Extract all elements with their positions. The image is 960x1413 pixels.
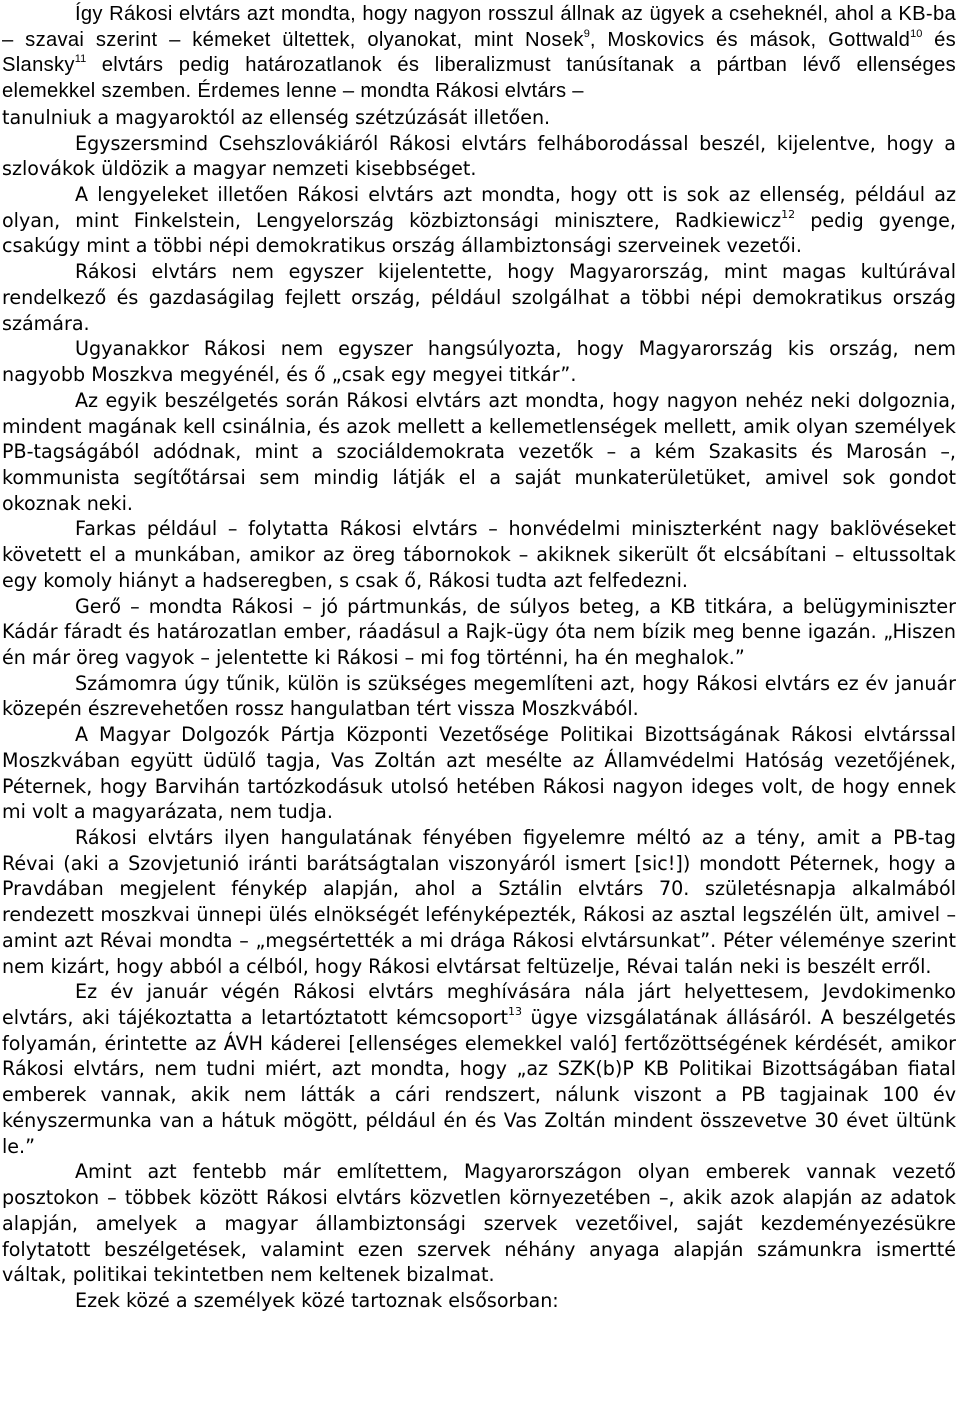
text-run: Gerő – mondta Rákosi – jó pártmunkás, de súlyos beteg, a KB titkára, a belügyminiszter Kádár fáradt és határozatlan ember, ráadásul a Rajk-ügy óta nem bízik meg benne igazán. „Hiszen én már öreg vagyok – jelentette ki Rákosi – mi fog történni, ha én meghalok.” <box>2 594 956 669</box>
paragraph-1-tail <box>2 105 956 131</box>
text-run: Ugyanakkor Rákosi nem egyszer hangsúlyozta, hogy Magyarország kis ország, nem nagyobb Moszkva megyénél, és ő „csak egy megyei titkár”. <box>2 337 956 387</box>
paragraph-14 <box>2 1288 956 1314</box>
footnote-marker-9: 9 <box>583 27 590 40</box>
paragraph-8 <box>2 594 956 671</box>
text-run: és Slansky <box>2 28 956 77</box>
text-run: Az egyik beszélgetés során Rákosi elvtárs azt mondta, hogy nagyon nehéz neki dolgoznia, mindent magának kell csinálnia, és azok mellett a kellemetlenségek mellett, amik olyan személyek PB-tagságából adódnak, mint a szociáldemokrata vezetők – a kém Szakasits és Marosán –, kommunista segítőtársai sem mindig látják el a saját munkaterületüket, amivel sok gondot okoznak neki. <box>2 388 956 515</box>
paragraph-6 <box>2 388 956 517</box>
footnote-marker-13: 13 <box>508 1005 523 1019</box>
text-run: Amint azt fentebb már említettem, Magyarországon olyan emberek vannak vezető posztokon – többek között Rákosi elvtárs közvetlen környezetében –, akik azok alapján az adatok alapján, amelyek a magyar állambiztonsági szervek vezetőivel, saját kezdeményezésükre folytatott beszélgetések, valamint ezen szervek néhány anyaga alapján számunkra ismertté váltak, politikai tekintetben nem keltenek bizalmat. <box>2 1160 956 1287</box>
paragraph-2 <box>2 131 956 182</box>
text-run: elvtárs pedig határozatlanok és liberalizmust tanúsítanak a pártban lévő ellenséges elemekkel szemben. Érdemes lenne – mondta Rákosi elvtárs – <box>2 54 956 103</box>
paragraph-1 <box>2 2 956 105</box>
footnote-marker-10: 10 <box>910 27 923 40</box>
text-run: pedig gyenge, csakúgy mint a többi népi demokratikus ország állambiztonsági szerveinek vezetői. <box>2 208 956 258</box>
footnote-marker-11: 11 <box>74 53 87 66</box>
text-run: A Magyar Dolgozók Pártja Központi Vezetősége Politikai Bizottságának Rákosi elvtárssal Moszkvában együtt üdülő tagja, Vas Zoltán azt mesélte az Államvédelmi Hatóság vezetőjének, Péternek, hogy Barvihán tartózkodásuk utolsó hetében Rákosi nagyon ideges volt, de hogy ennek mi volt a magyarázata, nem tudja. <box>2 723 956 824</box>
paragraph-7 <box>2 516 956 593</box>
paragraph-12 <box>2 979 956 1159</box>
text-run: Számomra úgy tűnik, külön is szükséges megemlíteni azt, hogy Rákosi elvtárs ez év január közepén észrevehetően rossz hangulatban tért vissza Moszkvából. <box>2 671 956 721</box>
paragraph-5 <box>2 336 956 387</box>
text-run: A lengyeleket illetően Rákosi elvtárs azt mondta, hogy ott is sok az ellenség, például az olyan, mint Finkelstein, Lengyelország közbiztonsági minisztere, Radkiewicz <box>2 183 956 232</box>
text-run: Így Rákosi elvtárs azt mondta, hogy nagyon rosszul állnak az ügyek a cseheknél, ahol a KB-ba – szavai szerint – kémeket ültettek, olyanokat, mint Nosek <box>2 3 956 51</box>
footnote-marker-12: 12 <box>781 207 796 221</box>
paragraph-10 <box>2 722 956 825</box>
paragraph-13 <box>2 1159 956 1288</box>
text-run: Ezek közé a személyek közé tartoznak elsősorban: <box>75 1288 559 1312</box>
text-run: Farkas például – folytatta Rákosi elvtárs – honvédelmi miniszterként nagy baklövéseket követett el a munkában, amikor az öreg tábornokok – akiknek sikerült őt elcsábítani – eltussoltak egy komoly hiányt a hadseregben, s csak ő, Rákosi tudta azt felfedezni. <box>2 517 956 592</box>
text-run: , Moskovics és mások, Gottwald <box>589 28 911 51</box>
text-run: Ez év január végén Rákosi elvtárs meghívására nála járt helyettesem, Jevdokimenko elvtárs, aki tájékoztatta a letartóztatott kémcsoport <box>2 980 956 1030</box>
paragraph-4 <box>2 259 956 336</box>
text-run: Rákosi elvtárs nem egyszer kijelentette, hogy Magyarország, mint magas kultúrával rendelkező és gazdaságilag fejlett ország, például szolgálhat a többi népi demokratikus ország számára. <box>2 260 956 335</box>
text-run: Egyszersmind Csehszlovákiáról Rákosi elvtárs felháborodással beszél, kijelentve, hogy a szlovákok üldözik a magyar nemzeti kisebbséget. <box>2 131 956 181</box>
text-run: tanulniuk a magyaroktól az ellenség szétzúzását illetően. <box>2 105 551 129</box>
paragraph-3 <box>2 182 956 259</box>
paragraph-9 <box>2 671 956 722</box>
paragraph-11 <box>2 825 956 979</box>
text-run: ügye vizsgálatának állásáról. A beszélgetés folyamán, érintette az ÁVH káderei [ellenséges elemekkel való] fertőzöttségének kérdését, amikor Rákosi elvtárs, nem tudni miért, azt mondta, hogy „az SZK(b)P KB Politikai Bizottságában fiatal emberek vannak, akik nem látták a cári rendszert, nálunk viszont a PB tagjainak 100 év kényszermunka van a hátuk mögött, például én és Vas Zoltán mindent összevetve 30 évet ültünk le.” <box>2 1006 956 1158</box>
text-run: Rákosi elvtárs ilyen hangulatának fényében figyelemre méltó az a tény, amit a PB-tag Révai (aki a Szovjetunió iránti barátságtalan viszonyáról ismert [sic!]) mondott Péternek, hogy a Pravdában megjelent fénykép alapján, ahol a Sztálin elvtárs 70. születésnapja alkalmából rendezett moszkvai ünnepi ülés elnökségét lefényképezték, Rákosi az asztal legszélén ült, amivel – amint azt Révai mondta – „megsértették a mi drága Rákosi elvtársunkat”. Péter véleménye szerint nem kizárt, hogy abból a célból, hogy Rákosi elvtársat feltüzelje, Révai talán neki is beszélt erről. <box>2 826 956 978</box>
